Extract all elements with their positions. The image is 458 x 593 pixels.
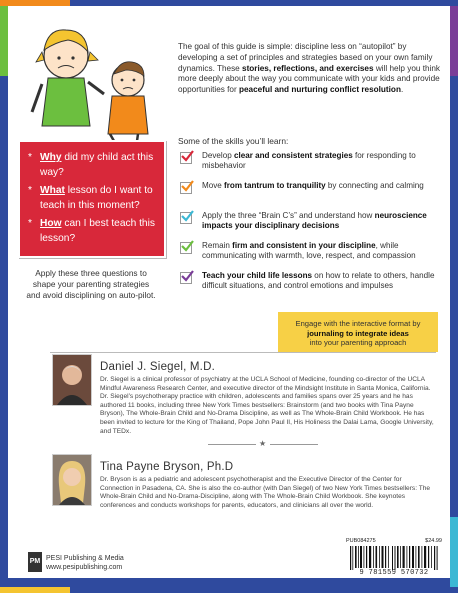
skill-item: Remain firm and consistent in your discipline, while communicating with warmth, love, respect, and compassion bbox=[178, 242, 446, 262]
cyan-corner-tab bbox=[450, 517, 458, 587]
author-name: Daniel J. Siegel, M.D. bbox=[100, 361, 215, 373]
skill-item: Move from tantrum to tranquility by connecting and calming bbox=[178, 182, 446, 202]
section-divider bbox=[50, 352, 436, 353]
intro-paragraph: The goal of this guide is simple: discipline less on “autopilot” by developing a set of principles and strategies based on your own family dynamics. These stories, reflections, and exercises will help you think more deeply about the way you communicate with your kids and provide opportunities for peaceful and nurturing conflict resolution. bbox=[178, 42, 440, 95]
author-photo bbox=[52, 454, 92, 506]
star-icon: ★ bbox=[259, 439, 267, 448]
skill-item: Develop clear and consistent strategies for responding to misbehavior bbox=[178, 152, 446, 172]
green-corner-tab bbox=[0, 6, 8, 76]
question-item: * Why did my child act this way? bbox=[28, 152, 154, 178]
checkbox-icon bbox=[180, 212, 192, 224]
back-cover-card bbox=[8, 6, 450, 578]
question-item: * What lesson do I want to teach in this moment? bbox=[28, 185, 153, 211]
skill-item: Teach your child life lessons on how to relate to others, handle difficult situations, and control emotions and impulses bbox=[178, 272, 446, 292]
engage-callout: Engage with the interactive format by journaling to integrate ideas into your parenting approach bbox=[278, 312, 438, 352]
publisher-url: www.pesipublishing.com bbox=[46, 564, 123, 571]
barcode bbox=[344, 538, 444, 578]
isbn-number: 9 781559 570732 bbox=[359, 569, 429, 577]
product-number: PUB084275 bbox=[346, 538, 376, 544]
publisher-name: PESI Publishing & Media bbox=[46, 555, 124, 562]
yellow-corner-tab bbox=[0, 587, 70, 593]
skills-heading: Some of the skills you’ll learn: bbox=[178, 136, 289, 146]
purple-corner-tab bbox=[450, 6, 458, 76]
author-photo bbox=[52, 354, 92, 406]
checkbox-icon bbox=[180, 242, 192, 254]
apply-note: Apply these three questions to shape your parenting strategies and avoid disciplining on auto-pilot. bbox=[26, 268, 156, 300]
checkbox-icon bbox=[180, 152, 192, 164]
author-bio: Dr. Bryson is as a pediatric and adolescent psychotherapist and the Executive Director of the Center for Connection in Pasadena, CA. She is also the co-author (with Dan Siegel) of two New York Times bestsellers: The Whole-Brain Child and No-Drama-Discipline, along with The Whole-Brain Child Workbook. She keynotes conferences and conducts workshops for parents, educators, and clinicians all over the world. bbox=[100, 476, 431, 509]
checkbox-icon bbox=[180, 272, 192, 284]
parent-child-illustration bbox=[28, 16, 163, 151]
author-separator bbox=[208, 440, 318, 450]
questions-box bbox=[18, 140, 166, 258]
question-item: * How can I best teach this lesson? bbox=[28, 218, 155, 244]
skill-item: Apply the three “Brain C’s” and understand how neuroscience impacts your disciplinary decisions bbox=[178, 212, 446, 232]
author-name: Tina Payne Bryson, Ph.D bbox=[100, 461, 234, 473]
publisher-logo: PM bbox=[28, 552, 42, 572]
skills-list bbox=[178, 152, 446, 302]
checkbox-icon bbox=[180, 182, 192, 194]
price: $24.99 bbox=[425, 538, 442, 544]
barcode-bars bbox=[350, 546, 440, 570]
author-bio: Dr. Siegel is a clinical professor of psychiatry at the UCLA School of Medicine, founding co-director of the UCLA Mindful Awareness Research Center, and executive director of the Mindsight Institute in Santa Monica, California. Dr. Siegel’s psychotherapy practice with children, adolescents and families spans over 25 years and he has authored 11 books, including three New York Times bestsellers: Brainstorm (and two books with Tina Payne Bryson), The Whole-Brain Child and No-Drama Discipline, as well as The Whole-Brain Child Workbook. He has been invited to lecture for the King of Thailand, Pope John Paul II, His Holiness the Dalai Lama, Google University, and TEDx. bbox=[100, 376, 434, 435]
